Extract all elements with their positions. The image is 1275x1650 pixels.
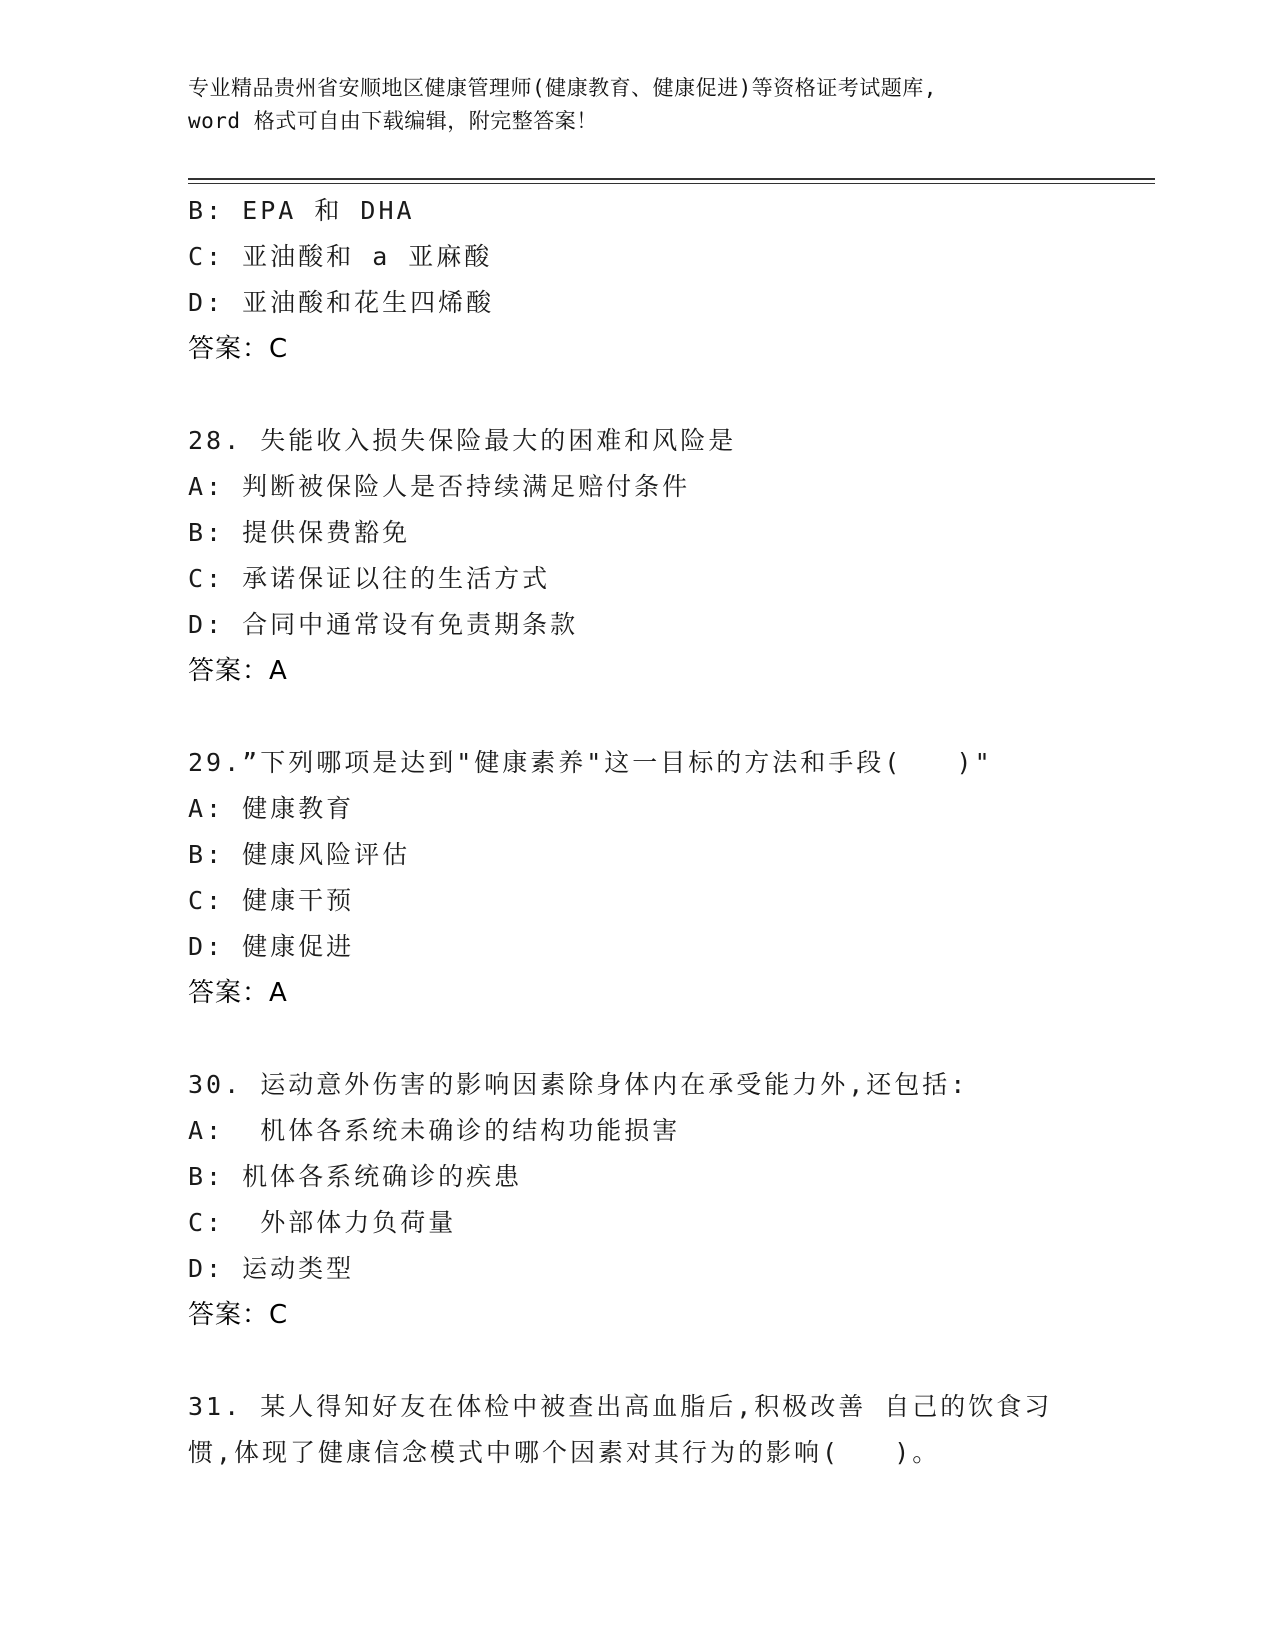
document-header bbox=[188, 72, 1078, 138]
answer-label: 答案：A bbox=[188, 978, 288, 1008]
option-d: D: 亚油酸和花生四烯酸 bbox=[188, 288, 495, 317]
answer-label: 答案：C bbox=[188, 334, 289, 364]
option-c: C: 承诺保证以往的生活方式 bbox=[188, 564, 551, 593]
question-stem: 30. 运动意外伤害的影响因素除身体内在承受能力外,还包括: bbox=[188, 1070, 969, 1099]
header-divider-thin bbox=[188, 183, 1155, 184]
option-b: B: 健康风险评估 bbox=[188, 840, 411, 869]
question-29 bbox=[188, 740, 1148, 1016]
question-stem: 29.”下列哪项是达到"健康素养"这一目标的方法和手段( )" bbox=[188, 748, 993, 777]
answer-label: 答案：C bbox=[188, 1300, 289, 1330]
question-stem-line-1: 31. 某人得知好友在体检中被查出高血脂后,积极改善 自己的饮食习 bbox=[188, 1392, 1053, 1421]
option-c: C: 外部体力负荷量 bbox=[188, 1208, 457, 1237]
question-27-continued bbox=[188, 188, 1148, 372]
option-c: C: 亚油酸和 a 亚麻酸 bbox=[188, 242, 493, 271]
header-title-line-1: 专业精品贵州省安顺地区健康管理师(健康教育、健康促进)等资格证考试题库, bbox=[188, 76, 937, 100]
option-b: B: EPA 和 DHA bbox=[188, 196, 415, 225]
option-a: A: 判断被保险人是否持续满足赔付条件 bbox=[188, 472, 691, 501]
option-a: A: 机体各系统未确诊的结构功能损害 bbox=[188, 1116, 681, 1145]
header-divider bbox=[188, 178, 1155, 180]
question-list bbox=[188, 188, 1148, 1476]
option-a: A: 健康教育 bbox=[188, 794, 355, 823]
option-c: C: 健康干预 bbox=[188, 886, 355, 915]
option-b: B: 机体各系统确诊的疾患 bbox=[188, 1162, 523, 1191]
question-28 bbox=[188, 418, 1148, 694]
question-stem: 28. 失能收入损失保险最大的困难和风险是 bbox=[188, 426, 737, 455]
question-30 bbox=[188, 1062, 1148, 1338]
header-title-line-2: word 格式可自由下载编辑，附完整答案！ bbox=[188, 109, 598, 133]
option-d: D: 合同中通常设有免责期条款 bbox=[188, 610, 579, 639]
option-d: D: 运动类型 bbox=[188, 1254, 355, 1283]
question-stem-line-2: 惯,体现了健康信念模式中哪个因素对其行为的影响( )。 bbox=[188, 1438, 941, 1467]
option-d: D: 健康促进 bbox=[188, 932, 355, 961]
answer-label: 答案：A bbox=[188, 656, 288, 686]
question-31 bbox=[188, 1384, 1148, 1476]
option-b: B: 提供保费豁免 bbox=[188, 518, 411, 547]
